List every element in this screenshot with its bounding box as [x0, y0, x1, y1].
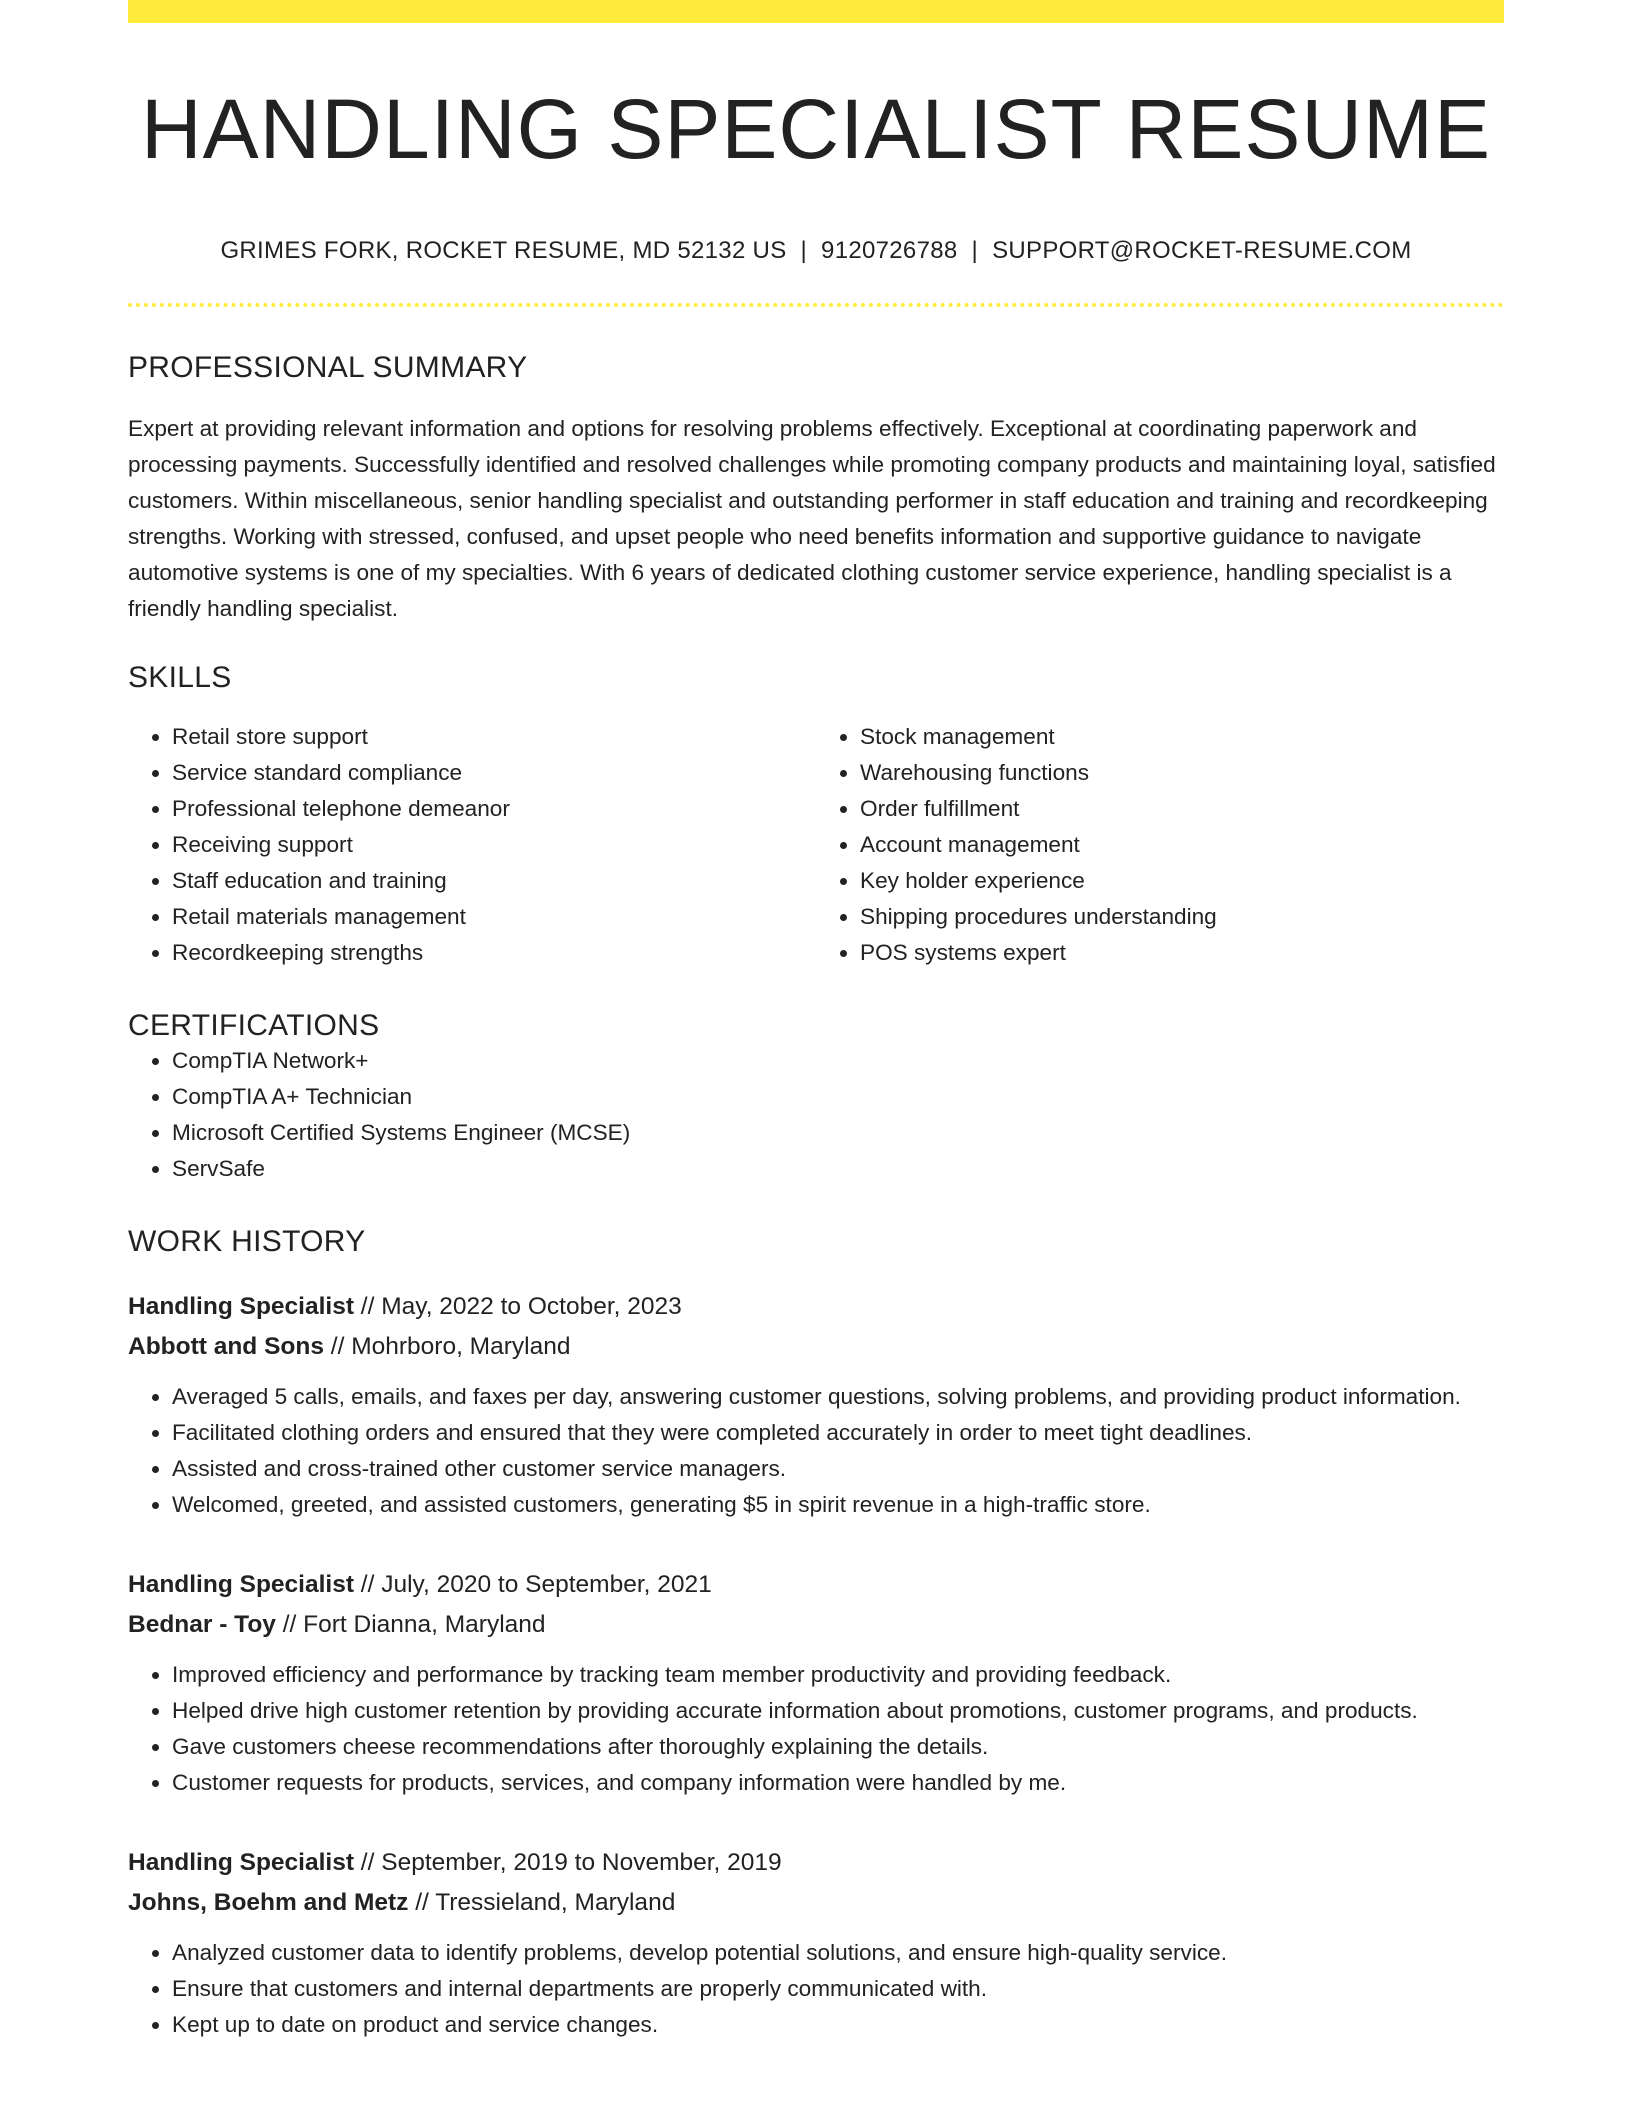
job-duty: • Welcomed, greeted, and assisted customers, generating $5 in spirit revenue in a high-traffic store.	[172, 1487, 1504, 1523]
certification-item: • CompTIA A+ Technician	[172, 1079, 1504, 1115]
job-duties-list	[128, 1935, 1504, 2043]
job-company-line	[128, 1605, 1504, 1645]
job-entry	[128, 1287, 1504, 1523]
job-title: Handling Specialist	[128, 1293, 354, 1321]
job-title-line	[128, 1843, 1504, 1883]
summary-text: Expert at providing relevant information and options for resolving problems effectively. Exceptional at coordinating paperwork and processing payments. Successfully identified and resolved challenges while promoting company products and maintaining loyal, satisfied customers. Within miscellaneous, senior handling specialist and outstanding performer in staff education and training and recordkeeping strengths. Working with stressed, confused, and upset people who need benefits information and supportive guidance to navigate automotive systems is one of my specialties. With 6 years of dedicated clothing customer service experience, handling specialist is a friendly handling specialist.	[128, 416, 1496, 622]
job-duty: • Analyzed customer data to identify problems, develop potential solutions, and ensure high-quality service.	[172, 1935, 1504, 1971]
job-entry	[128, 1565, 1504, 1801]
job-company-line	[128, 1883, 1504, 1923]
job-duty: • Customer requests for products, services, and company information were handled by me.	[172, 1765, 1504, 1801]
skill-item: • Service standard compliance	[172, 755, 816, 791]
contact-separator: |	[971, 237, 979, 265]
skill-item: • Recordkeeping strengths	[172, 935, 816, 971]
job-title: Handling Specialist	[128, 1571, 354, 1599]
skills-columns	[128, 719, 1504, 971]
skills-list-right	[816, 719, 1504, 971]
certifications-section	[128, 1009, 1504, 1187]
skill-item: • Receiving support	[172, 827, 816, 863]
contact-address: GRIMES FORK, ROCKET RESUME, MD 52132 US	[220, 237, 787, 265]
job-company: Bednar - Toy	[128, 1611, 276, 1639]
skill-item: • Retail store support	[172, 719, 816, 755]
skill-item: • Warehousing functions	[860, 755, 1504, 791]
job-duties-list	[128, 1379, 1504, 1523]
job-duty: • Ensure that customers and internal departments are properly communicated with.	[172, 1971, 1504, 2007]
accent-top-bar	[128, 0, 1504, 23]
job-company: Abbott and Sons	[128, 1333, 324, 1361]
skills-heading: SKILLS	[128, 661, 232, 695]
resume-page	[128, 0, 1504, 2043]
job-duty: • Facilitated clothing orders and ensured that they were completed accurately in order to meet tight deadlines.	[172, 1415, 1504, 1451]
skill-item: • Order fulfillment	[860, 791, 1504, 827]
certifications-list	[128, 1043, 1504, 1187]
contact-email: SUPPORT@ROCKET-RESUME.COM	[992, 237, 1412, 265]
skill-item: • Stock management	[860, 719, 1504, 755]
skill-item: • POS systems expert	[860, 935, 1504, 971]
job-duty: • Improved efficiency and performance by tracking team member productivity and providing feedback.	[172, 1657, 1504, 1693]
resume-title: HANDLING SPECIALIST RESUME	[140, 82, 1492, 176]
job-title-line	[128, 1565, 1504, 1605]
summary-heading: PROFESSIONAL SUMMARY	[128, 351, 528, 385]
work-history-section	[128, 1225, 1504, 2043]
job-duty: • Averaged 5 calls, emails, and faxes per day, answering customer questions, solving problems, and providing product information.	[172, 1379, 1504, 1415]
contact-line	[128, 237, 1504, 265]
job-duty: • Helped drive high customer retention by providing accurate information about promotions, customer programs, and products.	[172, 1693, 1504, 1729]
skill-item: • Retail materials management	[172, 899, 816, 935]
skill-item: • Key holder experience	[860, 863, 1504, 899]
job-title-line	[128, 1287, 1504, 1327]
job-location: // Fort Dianna, Maryland	[275, 1611, 546, 1639]
skills-list-left	[128, 719, 816, 971]
contact-phone: 9120726788	[821, 237, 958, 265]
job-duties-list	[128, 1657, 1504, 1801]
job-duty: • Gave customers cheese recommendations after thoroughly explaining the details.	[172, 1729, 1504, 1765]
dotted-divider	[128, 303, 1504, 307]
certifications-heading: CERTIFICATIONS	[128, 1009, 380, 1043]
certification-item: • ServSafe	[172, 1151, 1504, 1187]
job-company-line	[128, 1327, 1504, 1367]
contact-separator: |	[800, 237, 808, 265]
job-dates: // September, 2019 to November, 2019	[354, 1849, 782, 1877]
job-company: Johns, Boehm and Metz	[128, 1889, 409, 1917]
job-duty: • Assisted and cross-trained other customer service managers.	[172, 1451, 1504, 1487]
job-entry	[128, 1843, 1504, 2043]
job-dates: // May, 2022 to October, 2023	[354, 1293, 682, 1321]
job-location: // Tressieland, Maryland	[408, 1889, 676, 1917]
job-title: Handling Specialist	[128, 1849, 354, 1877]
skill-item: • Staff education and training	[172, 863, 816, 899]
job-location: // Mohrboro, Maryland	[323, 1333, 571, 1361]
work-history-heading: WORK HISTORY	[128, 1225, 366, 1259]
skill-item: • Account management	[860, 827, 1504, 863]
summary-section	[128, 351, 1504, 627]
certification-item: • Microsoft Certified Systems Engineer (MCSE)	[172, 1115, 1504, 1151]
job-duty: • Kept up to date on product and service changes.	[172, 2007, 1504, 2043]
skill-item: • Professional telephone demeanor	[172, 791, 816, 827]
skill-item: • Shipping procedures understanding	[860, 899, 1504, 935]
certification-item: • CompTIA Network+	[172, 1043, 1504, 1079]
skills-section	[128, 661, 1504, 971]
job-dates: // July, 2020 to September, 2021	[354, 1571, 712, 1599]
